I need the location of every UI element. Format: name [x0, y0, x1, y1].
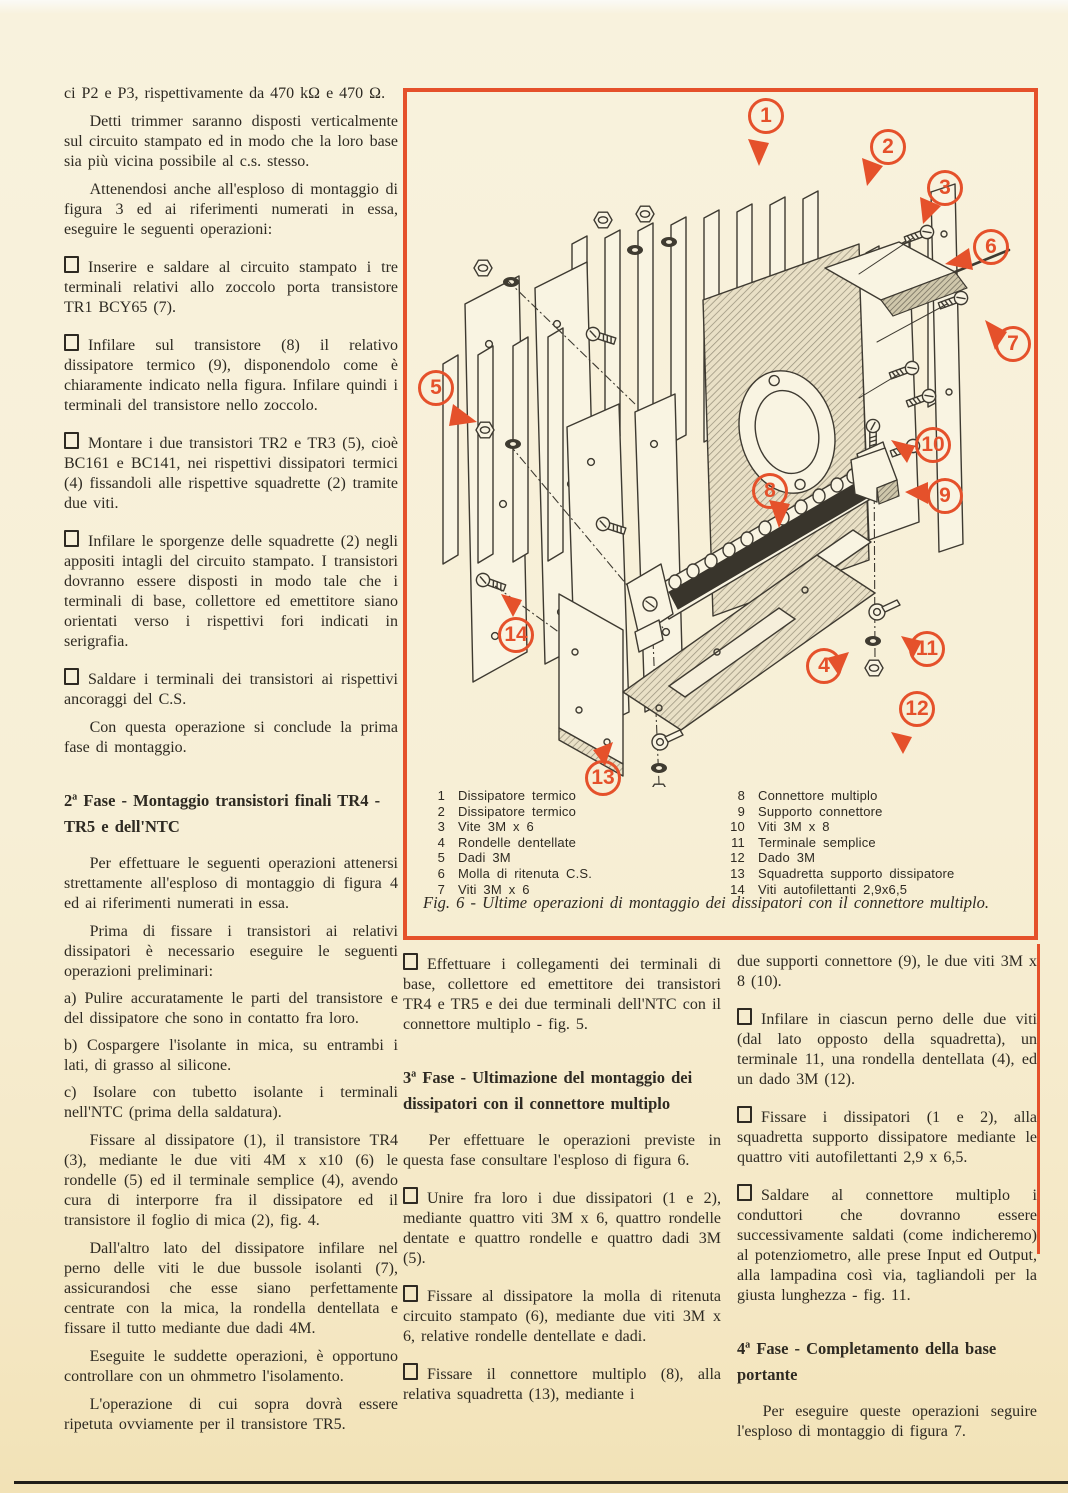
figure-callout-12: 12 [899, 691, 935, 727]
checkbox-icon [403, 953, 418, 970]
part-list-item [423, 850, 723, 866]
paragraph: ci P2 e P3, rispettivamente da 470 kΩ e 470 Ω. [64, 85, 386, 102]
figure-callout-1: 1 [748, 98, 784, 134]
section-heading: 2ª Fase - Montaggio transistori finali TR4 - TR5 e dell'NTC [64, 791, 381, 836]
figure-callout-9: 9 [927, 478, 963, 514]
checkbox-icon [64, 334, 79, 351]
paragraph: Per effettuare le seguenti operazioni attenersi strettamente all'esploso di montaggio di figura 4 ed ai riferimenti numerati in essa. [64, 855, 398, 912]
part-number: 8 [737, 788, 745, 803]
part-list-item [723, 866, 1023, 882]
figure-callout-10: 10 [915, 427, 951, 463]
paragraph: a) Pulire accuratamente le parti del transistore e del dissipatore che sono in contatto fra loro. [64, 990, 398, 1027]
part-list-item [423, 866, 723, 882]
part-label: Vite 3M x 6 [458, 819, 534, 835]
part-label: Dissipatore termico [458, 803, 577, 819]
checkbox-icon [737, 1184, 752, 1201]
part-number: 7 [437, 881, 445, 897]
figure-callout-6: 6 [973, 229, 1009, 265]
part-label: Connettore multiplo [758, 788, 878, 803]
part-label: Viti 3M x 6 [458, 881, 530, 897]
text-column-right [737, 952, 1037, 1442]
checklist-item: Unire fra loro i due dissipatori (1 e 2), mediante quattro viti 3M x 6, quattro rondelle dentate e quattro rondelle e quattro dadi 3M (5). [403, 1186, 721, 1269]
checklist-item: Fissare al dissipatore la molla di ritenuta circuito stampato (6), mediante due viti 3M x 6, relative rondelle dentellate e dadi. [403, 1284, 721, 1347]
checkbox-icon [64, 432, 79, 449]
part-list-item [723, 835, 1023, 851]
checkbox-icon [737, 1106, 752, 1123]
checkbox-icon [403, 1363, 418, 1380]
figure-callout-7: 7 [995, 326, 1031, 362]
paragraph: Attenendosi anche all'esploso di montaggio di figura 3 ed ai riferimenti numerati in essa, eseguire le seguenti operazioni: [64, 181, 398, 238]
part-list-item [723, 819, 1023, 835]
paragraph: Con questa operazione si conclude la prima fase di montaggio. [64, 719, 398, 756]
part-label: Supporto connettore [758, 803, 883, 819]
part-label: Molla di ritenuta C.S. [458, 865, 593, 881]
part-number: 1 [437, 788, 445, 803]
checklist-item: Infilare sul transistore (8) il relativo dissipatore termico (9), disponendolo come è chiaramente indicato nella figura. Infilare quindi i terminali del transistore nello zoccolo. [64, 333, 398, 416]
text-column-middle [403, 952, 721, 1405]
part-label: Rondelle dentellate [458, 834, 577, 850]
checkbox-icon [64, 668, 79, 685]
paragraph: Detti trimmer saranno disposti verticalmente sul circuito stampato ed in modo che la loro base sia più vicina possibile al c.s. stesso. [64, 113, 398, 170]
part-label: Viti 3M x 8 [758, 819, 830, 835]
paragraph: Prima di fissare i transistori ai relativi dissipatori è necessario eseguire le seguenti operazioni preliminari: [64, 923, 398, 980]
checklist-item: Saldare i terminali dei transistori ai rispettivi ancoraggi del C.S. [64, 667, 398, 710]
figure-callout-13: 13 [585, 760, 621, 796]
paragraph: c) Isolare con tubetto isolante i terminali nell'NTC (prima della saldatura). [64, 1084, 398, 1121]
figure-callout-14: 14 [498, 617, 534, 653]
part-list-item [723, 804, 1023, 820]
part-number: 14 [730, 881, 745, 897]
right-margin-rule [1037, 944, 1040, 1254]
part-label: Squadretta supporto dissipatore [758, 865, 955, 881]
part-number: 6 [437, 865, 445, 881]
parts-list [423, 788, 1023, 897]
paragraph: Per effettuare le operazioni previste in questa fase consultare l'esploso di figura 6. [403, 1132, 721, 1169]
paragraph: Per eseguire queste operazioni seguire l'esploso di montaggio di figura 7. [737, 1403, 1037, 1440]
checklist-item: Fissare il connettore multiplo (8), alla relativa squadretta (13), mediante i [403, 1362, 721, 1405]
part-number: 12 [730, 850, 745, 866]
checkbox-icon [403, 1285, 418, 1302]
figure-callout-11: 11 [909, 631, 945, 667]
paragraph: Dall'altro lato del dissipatore infilare nel perno delle viti le due bussole isolanti (7), assicurandosi che esse siano perfettamente centrate con la mica, la rondella dentellata e fissare il tutto mediante due dadi 4M. [64, 1240, 398, 1337]
checkbox-icon [737, 1008, 752, 1025]
checkbox-icon [64, 256, 79, 273]
figure-caption: Fig. 6 - Ultime operazioni di montaggio dei dissipatori con il connettore multiplo. [423, 893, 990, 912]
part-number: 13 [730, 865, 745, 881]
page-bottom-edge [14, 1481, 1068, 1484]
part-list-item [723, 788, 1023, 804]
part-label: Viti autofilettanti 2,9x6,5 [758, 881, 908, 897]
checkbox-icon [64, 530, 79, 547]
parts-list-right [723, 788, 1023, 897]
part-list-item [423, 819, 723, 835]
part-list-item [723, 850, 1023, 866]
checklist-item: Montare i due transistori TR2 e TR3 (5), cioè BC161 e BC141, nei rispettivi dissipatori termici (4) fissandoli alle rispettive squadrette (2) tramite due viti. [64, 431, 398, 514]
part-number: 9 [737, 803, 745, 819]
checklist-item: Fissare i dissipatori (1 e 2), alla squadretta supporto dissipatore mediante le quattro viti autofilettanti 2,9 x 6,5. [737, 1105, 1037, 1168]
checklist-item: Effettuare i collegamenti dei terminali di base, collettore ed emettitore dei transistori TR4 e TR5 e dei due terminali dell'NTC con il connettore multiplo - fig. 5. [403, 952, 721, 1035]
figure-callout-3: 3 [927, 170, 963, 206]
parts-list-left [423, 788, 723, 897]
part-label: Terminale semplice [758, 834, 876, 850]
part-number: 11 [731, 834, 745, 850]
section-heading: 3ª Fase - Ultimazione del montaggio dei dissipatori con il connettore multiplo [403, 1068, 693, 1113]
part-label: Dado 3M [758, 850, 816, 866]
part-number: 3 [437, 819, 445, 835]
figure-callout-4: 4 [806, 648, 842, 684]
section-heading: 4ª Fase - Completamento della base portante [737, 1339, 997, 1384]
part-list-item [423, 788, 723, 804]
figure-6-content [407, 92, 1034, 936]
part-number: 5 [437, 850, 445, 866]
figure-6-frame [403, 88, 1038, 940]
paragraph: Fissare al dissipatore (1), il transistore TR4 (3), mediante le due viti 4M x x10 (6) le rondelle (5) ed il terminale semplice (4), avendo cura di interporre fra il dissipatore ed il transistore il foglio di mica (2), fig. 4. [64, 1132, 398, 1229]
figure-callout-5: 5 [418, 370, 454, 406]
figure-callout-2: 2 [870, 129, 906, 165]
checkbox-icon [403, 1187, 418, 1204]
part-list-item [423, 835, 723, 851]
paragraph: L'operazione di cui sopra dovrà essere ripetuta ovviamente per il transistore TR5. [64, 1396, 398, 1433]
figure-callout-8: 8 [752, 473, 788, 509]
part-number: 4 [437, 834, 445, 850]
paragraph: due supporti connettore (9), le due viti 3M x 8 (10). [737, 953, 1037, 990]
paragraph: b) Cospargere l'isolante in mica, su entrambi i lati, di grasso al silicone. [64, 1037, 398, 1074]
paragraph: Eseguite le suddette operazioni, è opportuno controllare con un ohmmetro l'isolamento. [64, 1348, 398, 1385]
text-column-left [64, 84, 398, 1435]
part-label: Dissipatore termico [458, 788, 577, 803]
part-label: Dadi 3M [458, 850, 511, 866]
part-number: 10 [730, 819, 745, 835]
checklist-item: Infilare le sporgenze delle squadrette (2) negli appositi intagli del circuito stampato. I transistori dovranno essere disposti in modo tale che i terminali di base, collettore ed emettitore siano orientati verso i rispettivi fori indicati in serigrafia. [64, 529, 398, 652]
part-number: 2 [437, 803, 445, 819]
checklist-item: Inserire e saldare al circuito stampato i tre terminali relativi allo zoccolo porta transistore TR1 BCY65 (7). [64, 255, 398, 318]
checklist-item: Infilare in ciascun perno delle due viti (dal lato opposto della squadretta), un terminale 11, una rondella dentellata (4), ed un dado 3M (12). [737, 1007, 1037, 1090]
checklist-item: Saldare al connettore multiplo i conduttori che dovranno essere successivamente saldati (come indicheremo) al potenziometro, alle prese Input ed Output, alla lampadina così via, tagliandoli per la giusta lunghezza - fig. 11. [737, 1183, 1037, 1306]
part-list-item [423, 804, 723, 820]
